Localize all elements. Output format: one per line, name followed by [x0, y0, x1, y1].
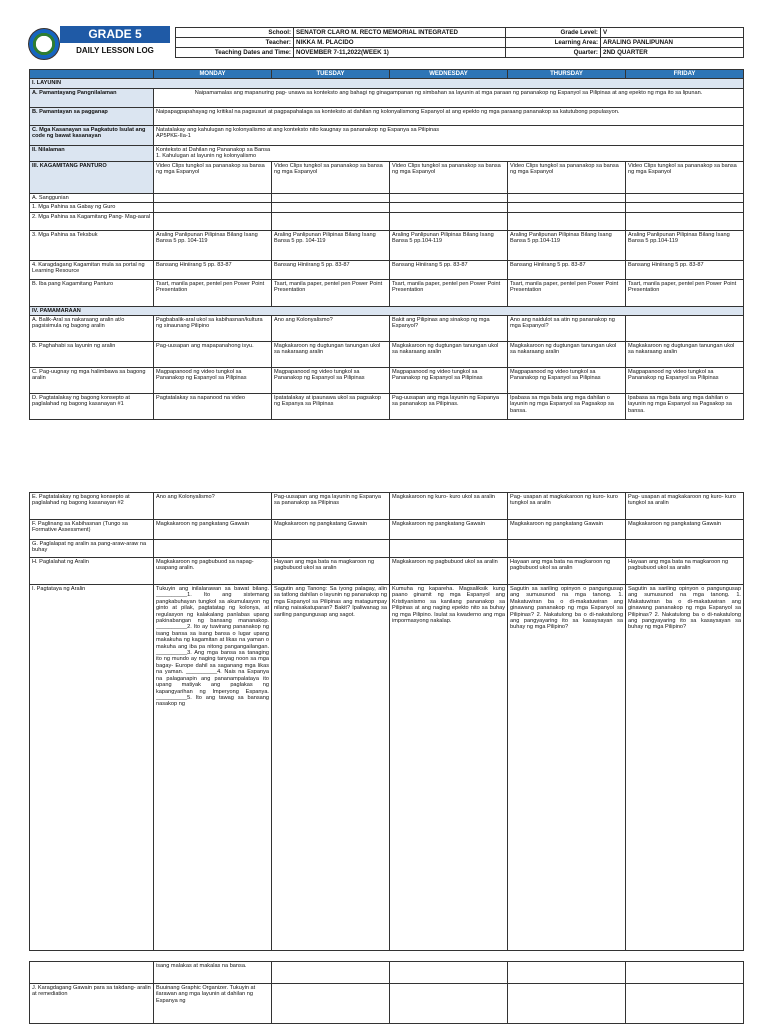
section-pamamaraan: IV. PAMAMARAAN: [30, 306, 744, 315]
kagamitan-cell: Video Clips tungkol sa pananakop sa bansa ng mga Espanyol: [154, 161, 272, 193]
corner-cell: [30, 70, 154, 79]
kagamitan-cell: Video Clips tungkol sa pananakop sa bansa ng mga Espanyol: [390, 161, 508, 193]
grade-level-value: V: [601, 28, 744, 38]
pagtalakay1-cell: Ipabasa sa mga bata ang mga dahilan o layunin ng mga Espanyol sa Pagsakop sa bansa.: [626, 394, 744, 420]
lesson-table-page3: [29, 961, 744, 1024]
continuation-cell: isang malakas at makalas na bansa.: [154, 962, 272, 984]
paghahabi-cell: Magkakaroon ng dugtungan tanungan ukol sa nakaraang aralin: [390, 342, 508, 368]
kagamitan-cell: Video Clips tungkol sa pananakop sa bansa ng mga Espanyol: [272, 161, 390, 193]
pag-uugnay-cell: Magpapanood ng video tungkol sa Pananakop ng Espanyol sa Pilipinas: [154, 368, 272, 394]
school-label: School:: [176, 28, 294, 38]
paglalapat-label: G. Paglalapat ng aralin sa pang-araw-araw na buhay: [30, 540, 154, 558]
remediation-label: J. Karagdagang Gawain para sa takdang- aralin at remediation: [30, 984, 154, 1024]
paglalahat-cell: Magkakaroon ng pagbubuod ukol sa aralin: [390, 558, 508, 585]
paglalahat-cell: Hayaan ang mga bata na magkaroon ng pagbubuod ukol sa aralin: [272, 558, 390, 585]
pagtalakay2-cell: Pag- usapan at magkakaroon ng kuro- kuro tungkol sa aralin: [508, 493, 626, 520]
paghahabi-cell: Pag-uusapan ang mapapanahong isyu.: [154, 342, 272, 368]
pagtalakay2-cell: Magkakaroon ng kuro- kuro ukol sa aralin: [390, 493, 508, 520]
learning-area-value: ARALING PANLIPUNAN: [601, 38, 744, 48]
header-info-table: [175, 27, 744, 58]
iba-cell: Tsart, manila paper, pentel pen Power Point Presentation: [390, 279, 508, 306]
pagtataya-friday: Sagutin sa sariling opinyon o pangungusap ang sumusunod na mga tanong. 1. Makatuwiran ba o di-makatuwiran ang ginawang pananakop ng mga Espanyol sa Pilipinas? 2. Nakatulong ba o di-nakatulong ang pangyayaring ito sa kasaysayan sa buhay ng mga Pilipino?: [626, 585, 744, 951]
kabihasnan-cell: Magkakaroon ng pangkatang Gawain: [626, 520, 744, 540]
dates-value: NOVEMBER 7-11,2022(WEEK 1): [294, 48, 506, 58]
balik-cell: [626, 316, 744, 342]
quarter-value: 2ND QUARTER: [601, 48, 744, 58]
day-thursday: THURSDAY: [508, 70, 626, 79]
nilalaman-cell: [154, 145, 744, 161]
pagtalakay2-cell: Pag- usapan at magkakaroon ng kuro- kuro tungkol sa aralin: [626, 493, 744, 520]
pagtataya-tuesday: Sagutin ang Tanong: Sa iyong palagay, alin sa tatlong dahilan o layunin ng pananakop ng mga Espanyol sa Pilipinas ang matagumpay nilang naisakatuparan? Bakit? Ipaliwanag sa sariling pangungusap ang sagot.: [272, 585, 390, 951]
paghahabi-label: B. Paghahabi sa layunin ng aralin: [30, 342, 154, 368]
pagtataya-thursday: Sagutin sa sariling opinyon o pangungusap ang sumusunod na mga tanong. 1. Makatuwiran ba o di-makatuwiran ang ginawang pananakop ng mga Espanyol sa Pilipinas? 2. Nakatulong ba o di-nakatulong ang pangyayaring ito sa kasaysayan sa buhay ng mga Pilipino?: [508, 585, 626, 951]
karagdagang-cell: Bansang Hiniirang 5 pp. 83-87: [272, 260, 390, 279]
iba-cell: Tsart, manila paper, pentel pen Power Point Presentation: [508, 279, 626, 306]
pagtalakay1-cell: Pag-uusapan ang mga layunin ng Espanya sa pananakop sa Pilipinas.: [390, 394, 508, 420]
karagdagang-cell: Bansang Hiniirang 5 pp. 83-87: [626, 260, 744, 279]
kagamitang-pang-label: 2. Mga Pahina sa Kagamitang Pang- Mag-aaral: [30, 212, 154, 230]
paglalahat-cell: Hayaan ang mga bata na magkaroon ng pagbubuod ukol sa aralin: [626, 558, 744, 585]
deped-seal-icon: [28, 28, 60, 60]
nilalaman-text: Konteksto at Dahilan ng Pananakop sa Bansa: [156, 146, 271, 153]
paglalahat-cell: Hayaan ang mga bata na magkaroon ng pagbubuod ukol sa aralin: [508, 558, 626, 585]
paghahabi-cell: Magkakaroon ng dugtungan tanungan ukol sa nakaraang aralin: [272, 342, 390, 368]
pagtalakay1-cell: Pagtatalakay sa napanood na video: [154, 394, 272, 420]
quarter-label: Quarter:: [506, 48, 601, 58]
balik-cell: Bakit ang Pilipinas ang sinakop ng mga Espanyol?: [390, 316, 508, 342]
day-friday: FRIDAY: [626, 70, 744, 79]
paghahabi-cell: Magkakaroon ng dugtungan tanungan ukol sa nakaraang aralin: [508, 342, 626, 368]
paghahabi-cell: Magkakaroon ng dugtungan tanungan ukol sa nakaraang aralin: [626, 342, 744, 368]
teacher-value: NIKKA M. PLACIDO: [294, 38, 506, 48]
teksbuk-cell: Araling Panlipunan Pilipinas Bilang Isang Bansa 5 pp. 104-119: [154, 230, 272, 260]
paglalahat-cell: Magkakaroon ng pagbubuod sa napag- usapang aralin.: [154, 558, 272, 585]
kabihasnan-cell: Magkakaroon ng pangkatang Gawain: [508, 520, 626, 540]
pagtalakay2-cell: Ano ang Kolonyalismo?: [154, 493, 272, 520]
kagamitan-cell: Video Clips tungkol sa pananakop sa bansa ng mga Espanyol: [626, 161, 744, 193]
karagdagang-cell: Bansang Hiniirang 5 pp. 83-87: [154, 260, 272, 279]
pag-uugnay-cell: Magpapanood ng video tungkol sa Pananakop ng Espanyol sa Pilipinas: [508, 368, 626, 394]
teksbuk-label: 3. Mga Pahina sa Teksbuk: [30, 230, 154, 260]
kagamitan-label: III. KAGAMITANG PANTURO: [30, 161, 154, 193]
dates-label: Teaching Dates and Time:: [176, 48, 294, 58]
school-value: SENATOR CLARO M. RECTO MEMORIAL INTEGRATED: [294, 28, 506, 38]
kabihasnan-cell: Magkakaroon ng pangkatang Gawain: [154, 520, 272, 540]
karagdagang-cell: Bansang Hiniirang 5 pp. 83-87: [508, 260, 626, 279]
pagganap-text: Naipapagpapahayag ng kritikal na pagsusuri at pagpapahalaga sa konteksto at dahilan ng kolonyalismong Espanyol at ang epekto ng mga paraang pananakop sa katutubong populasyon.: [154, 107, 744, 125]
balik-cell: Ano ang Kolonyalismo?: [272, 316, 390, 342]
karagdagang-cell: Bansang Hiniirang 5 pp. 83-87: [390, 260, 508, 279]
kasanayan-label: C. Mga Kasanayan sa Pagkatuto Isulat ang code ng bawat kasanayan: [30, 125, 154, 145]
day-monday: MONDAY: [154, 70, 272, 79]
lesson-table-page1: [29, 69, 744, 420]
pamantayang-text: Naipamamalas ang mapanuring pag- unawa sa konteksto ang bahagi ng ginagampanan ng simbahan sa layunin at mga paraan ng pananakop ng Espanyol sa Pilipinas at ang epekto ng mga ito sa lipunan.: [154, 88, 744, 107]
pagtataya-label: I. Pagtataya ng Aralin: [30, 585, 154, 951]
grade-level-label: Grade Level:: [506, 28, 601, 38]
kasanayan-code: AP5PKE-IIa-1: [156, 133, 191, 140]
kagamitan-cell: Video Clips tungkol sa pananakop sa bansa ng mga Espanyol: [508, 161, 626, 193]
pagtalakay1-cell: Ipatatalakay at ipaunawa ukol sa pagsakop ng Espanya sa Pilipinas: [272, 394, 390, 420]
iba-label: B. Iba pang Kagamitang Panturo: [30, 279, 154, 306]
day-wednesday: WEDNESDAY: [390, 70, 508, 79]
teksbuk-cell: Araling Panlipunan Pilipinas Bilang Isang Bansa 5 pp.104-119: [508, 230, 626, 260]
nilalaman-subtext: 1. Kahulugan at layunin ng kolonyalismo: [156, 153, 257, 160]
pag-uugnay-label: C. Pag-uugnay ng mga halimbawa sa bagong aralin: [30, 368, 154, 394]
karagdagang-label: 4. Karagdagang Kagamitan mula sa portal ng Learning Resource: [30, 260, 154, 279]
pag-uugnay-cell: Magpapanood ng video tungkol sa Pananakop ng Espanyol sa Pilipinas: [390, 368, 508, 394]
remediation-monday: Buuinang Graphic Organizer. Tukuyin at ilarawan ang mga layunin at dahilan ng Espanya ng: [154, 984, 272, 1024]
grade-title: GRADE 5: [60, 26, 170, 43]
kabihasnan-cell: Magkakaroon ng pangkatang Gawain: [390, 520, 508, 540]
lesson-table-page2: [29, 492, 744, 951]
pagtalakay2-cell: Pag-uusapan ang mga layunin ng Espanya sa pananakop sa Pilipinas: [272, 493, 390, 520]
kabihasnan-cell: Magkakaroon ng pangkatang Gawain: [272, 520, 390, 540]
balik-label: A. Balik-Aral sa nakaraang aralin at/o pagsisimula ng bagong aralin: [30, 316, 154, 342]
teksbuk-cell: Araling Panlipunan Pilipinas Bilang Isang Bansa 5 pp.104-119: [390, 230, 508, 260]
balik-cell: Pagbabalik-aral ukol sa kabihasnan/kultura ng sinaunang Pilipino: [154, 316, 272, 342]
pagtataya-monday: Tukuyin ang inilalarawan sa bawat bilang. __________1. Ito ang sistemang pangkabuhayan tungkol sa akumulasyon ng ginto at pilak, pagtatatag ng kolonya, at regulasyon ng kalakalang panlabas upang pakinabangan ng bansang mananakop. __________2. Ito ay tuwirang pananakop ng isang bansa sa isang bansa o lugar upang makakuha ng kagamitan at likas na yaman o makuha ang iba pa nitong pangangailangan. __________3. Ang mga bansa sa tanaging ito ng mundo ay naging tanyag noon sa mga bagay- Europe dahil sa saganang mga likas na yaman. __________4. Nais na Espanya na palaganapin ang pananampalataya ito upang matiyak ang paglakas ng kapangyarihan ng Imperyong Espanya. __________5. Ito ang tawag sa bansang nasakop ng: [154, 585, 272, 951]
kasanayan-text: Natatalakay ang kahulugan ng kolonyalismo at ang konteksto nito kaugnay sa pananakop ng Espanya sa Pilipinas: [156, 126, 439, 133]
teacher-label: Teacher:: [176, 38, 294, 48]
iba-cell: Tsart, manila paper, pentel pen Power Point Presentation: [272, 279, 390, 306]
learning-area-label: Learning Area:: [506, 38, 601, 48]
nilalaman-label: II. Nilalaman: [30, 145, 154, 161]
pagtataya-wednesday: Kumuha ng kapareha. Magsaliksik kung paano ginamit ng mga Espanyol ang Kristiyanismo sa kanilang pananakop sa Pilipinas at ang naging epekto nito sa buhay ng mga Pilipino. Isulat sa kwaderno ang mga impormasyong nakalap.: [390, 585, 508, 951]
sanggunian-label: A. Sanggunian: [30, 193, 154, 202]
pag-uugnay-cell: Magpapanood ng video tungkol sa Pananakop ng Espanyol sa Pilipinas: [626, 368, 744, 394]
teksbuk-cell: Araling Panlipunan Pilipinas Bilang Isang Bansa 5 pp.104-119: [626, 230, 744, 260]
pagtalakay2-label: E. Pagtatalakay ng bagong konsepto at paglalahad ng bagong kasanayan #2: [30, 493, 154, 520]
section-layunin: I. LAYUNIN: [30, 79, 744, 88]
iba-cell: Tsart, manila paper, pentel pen Power Point Presentation: [154, 279, 272, 306]
paglalahat-label: H. Paglalahat ng Aralin: [30, 558, 154, 585]
pag-uugnay-cell: Magpapanood ng video tungkol sa Pananakop ng Espanyol sa Pilipinas: [272, 368, 390, 394]
log-title: DAILY LESSON LOG: [76, 46, 154, 55]
pagganap-label: B. Pamantayan sa pagganap: [30, 107, 154, 125]
kabihasnan-label: F. Paglinang sa Kabihasnan (Tungo sa Formative Assessment): [30, 520, 154, 540]
iba-cell: Tsart, manila paper, pentel pen Power Point Presentation: [626, 279, 744, 306]
pamantayang-label: A. Pamantayang Pangnilalaman: [30, 88, 154, 107]
teksbuk-cell: Araling Panlipunan Pilipinas Bilang Isang Bansa 5 pp. 104-119: [272, 230, 390, 260]
day-tuesday: TUESDAY: [272, 70, 390, 79]
balik-cell: Ano ang naidulot sa atin ng pananakop ng mga Espanyol?: [508, 316, 626, 342]
continuation-label: [30, 962, 154, 984]
pagtalakay1-label: D. Pagtatalakay ng bagong konsepto at paglalahad ng bagong kasanayan #1: [30, 394, 154, 420]
pagtalakay1-cell: Ipabasa sa mga bata ang mga dahilan o layunin ng mga Espanyol sa Pagsakop sa bansa.: [508, 394, 626, 420]
gabay-label: 1. Mga Pahina sa Gabay ng Guro: [30, 203, 154, 212]
kasanayan-cell: [154, 125, 744, 145]
